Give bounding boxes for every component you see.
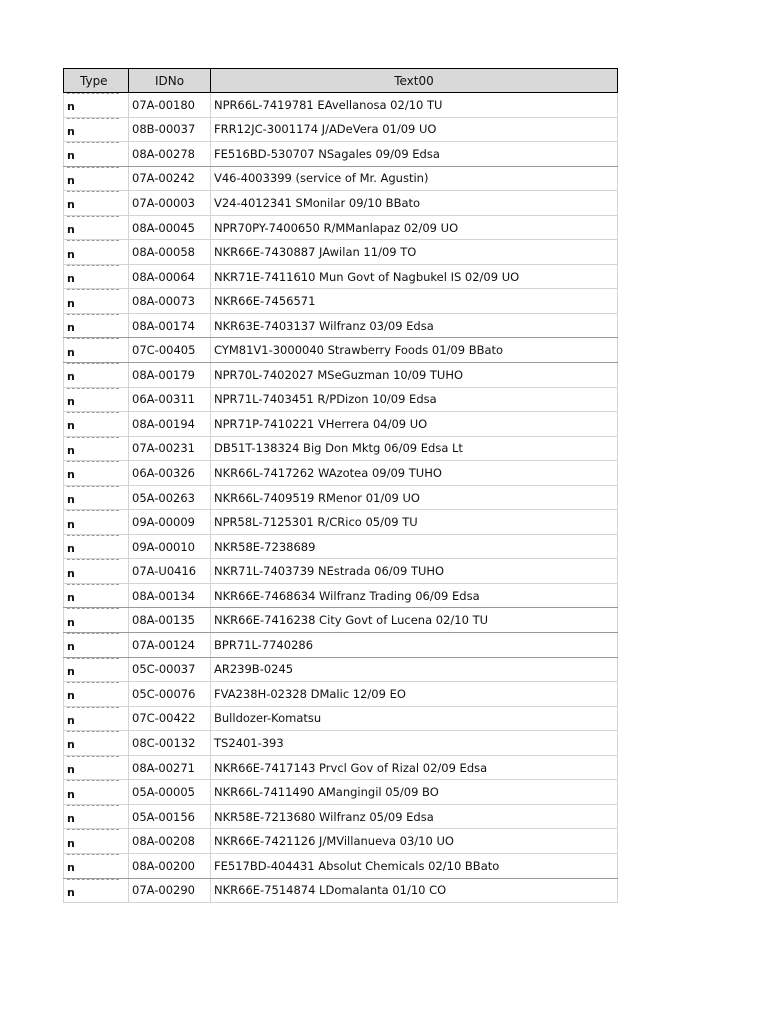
cell-text00[interactable]: NKR66E-7514874 LDomalanta 01/10 CO <box>211 878 618 903</box>
cell-idno[interactable]: 06A-00326 <box>129 461 211 486</box>
cell-type[interactable] <box>64 142 129 167</box>
cell-type[interactable] <box>64 191 129 216</box>
cell-type-value: n <box>67 173 75 187</box>
table-row <box>64 682 618 707</box>
cell-text00[interactable]: FVA238H-02328 DMalic 12/09 EO <box>211 682 618 707</box>
cell-idno[interactable]: 05C-00037 <box>129 657 211 682</box>
table-row <box>64 755 618 780</box>
cell-idno[interactable]: 08A-00200 <box>129 853 211 878</box>
cell-text00[interactable]: NKR58E-7213680 Wilfranz 05/09 Edsa <box>211 804 618 829</box>
cell-text00[interactable]: AR239B-0245 <box>211 657 618 682</box>
table-row <box>64 264 618 289</box>
table-row <box>64 853 618 878</box>
cell-type-value: n <box>67 370 75 384</box>
dashed-mark <box>67 510 119 514</box>
cell-idno[interactable]: 08B-00037 <box>129 117 211 142</box>
cell-type[interactable] <box>64 829 129 854</box>
cell-type-value: n <box>67 198 75 212</box>
column-header-text00: Text00 <box>211 69 618 93</box>
cell-idno[interactable]: 08A-00064 <box>129 264 211 289</box>
table-row <box>64 93 618 118</box>
cell-text00[interactable]: DB51T-138324 Big Don Mktg 06/09 Edsa Lt <box>211 436 618 461</box>
cell-idno[interactable]: 07A-00231 <box>129 436 211 461</box>
cell-text00[interactable]: NKR63E-7403137 Wilfranz 03/09 Edsa <box>211 313 618 338</box>
table-row <box>64 313 618 338</box>
table-row <box>64 117 618 142</box>
table-row <box>64 633 618 658</box>
cell-idno[interactable]: 06A-00311 <box>129 387 211 412</box>
cell-text00[interactable]: NKR66E-7416238 City Govt of Lucena 02/10 TU <box>211 608 618 633</box>
column-header-type: Type <box>64 69 129 93</box>
cell-idno[interactable]: 07A-00290 <box>129 878 211 903</box>
cell-type[interactable] <box>64 412 129 437</box>
table-row <box>64 240 618 265</box>
cell-text00[interactable]: NKR71E-7411610 Mun Govt of Nagbukel IS 02/09 UO <box>211 264 618 289</box>
cell-idno[interactable]: 08A-00174 <box>129 313 211 338</box>
dashed-mark <box>67 608 119 612</box>
cell-text00[interactable]: NPR70PY-7400650 R/MManlapaz 02/09 UO <box>211 215 618 240</box>
dashed-mark <box>67 118 119 122</box>
cell-type-value: n <box>67 443 75 457</box>
cell-idno[interactable]: 07A-00003 <box>129 191 211 216</box>
table-row <box>64 804 618 829</box>
dashed-mark <box>67 191 119 195</box>
dashed-mark <box>67 559 119 563</box>
cell-type[interactable] <box>64 633 129 658</box>
table-row <box>64 534 618 559</box>
cell-type-value: n <box>67 394 75 408</box>
cell-type[interactable] <box>64 93 129 118</box>
cell-text00[interactable]: NPR70L-7402027 MSeGuzman 10/09 TUHO <box>211 363 618 388</box>
cell-idno[interactable]: 07A-00124 <box>129 633 211 658</box>
table-row <box>64 731 618 756</box>
dashed-mark <box>67 265 119 269</box>
cell-type-value: n <box>67 223 75 236</box>
cell-idno[interactable]: 05A-00005 <box>129 780 211 805</box>
cell-idno[interactable]: 07A-00242 <box>129 166 211 191</box>
cell-type[interactable] <box>64 510 129 535</box>
cell-type-value: n <box>67 517 75 531</box>
cell-text00[interactable]: NKR58E-7238689 <box>211 534 618 559</box>
cell-idno[interactable]: 08A-00045 <box>129 215 211 240</box>
dashed-mark <box>67 780 119 784</box>
table-row <box>64 608 618 633</box>
table-body <box>64 93 618 903</box>
cell-type-value: n <box>67 591 75 605</box>
cell-type[interactable] <box>64 485 129 510</box>
cell-type[interactable] <box>64 804 129 829</box>
cell-type-value: n <box>67 640 75 654</box>
cell-type-value: n <box>67 566 75 580</box>
header-row <box>64 69 618 93</box>
column-header-idno: IDNo <box>129 69 211 93</box>
cell-text00[interactable]: Bulldozer-Komatsu <box>211 706 618 731</box>
cell-text00[interactable]: V24-4012341 SMonilar 09/10 BBato <box>211 191 618 216</box>
cell-type-value: n <box>67 296 75 310</box>
table-row <box>64 510 618 535</box>
cell-type[interactable] <box>64 289 129 314</box>
table-row <box>64 829 618 854</box>
cell-idno[interactable]: 08A-00179 <box>129 363 211 388</box>
dashed-mark <box>67 805 119 809</box>
cell-type-value: n <box>67 321 75 335</box>
cell-type[interactable] <box>64 534 129 559</box>
cell-type[interactable] <box>64 240 129 265</box>
cell-type-value: n <box>67 738 75 752</box>
cell-text00[interactable]: NKR66L-7409519 RMenor 01/09 UO <box>211 485 618 510</box>
cell-idno[interactable]: 08A-00058 <box>129 240 211 265</box>
table-row <box>64 559 618 584</box>
table-row <box>64 461 618 486</box>
cell-type[interactable] <box>64 264 129 289</box>
cell-type-value: n <box>67 419 75 433</box>
cell-text00[interactable]: NKR66E-7421126 J/MVillanueva 03/10 UO <box>211 829 618 854</box>
cell-type-value: n <box>67 272 75 286</box>
dashed-mark <box>67 756 119 760</box>
table-row <box>64 706 618 731</box>
cell-type-value: n <box>67 763 75 777</box>
cell-type-value: n <box>67 100 75 114</box>
dashed-mark <box>67 338 119 342</box>
cell-type-value: n <box>67 149 75 163</box>
dashed-mark <box>67 216 119 220</box>
cell-type[interactable] <box>64 608 129 633</box>
dashed-mark <box>67 584 119 588</box>
dashed-mark <box>67 486 119 490</box>
cell-type-value: n <box>67 713 75 727</box>
dashed-mark <box>67 731 119 735</box>
cell-type[interactable] <box>64 853 129 878</box>
dashed-mark <box>67 363 119 367</box>
cell-type[interactable] <box>64 461 129 486</box>
data-table <box>63 68 618 903</box>
table-row <box>64 878 618 903</box>
table-row <box>64 289 618 314</box>
cell-idno[interactable]: 07A-U0416 <box>129 559 211 584</box>
cell-idno[interactable]: 08A-00208 <box>129 829 211 854</box>
dashed-mark <box>67 707 119 711</box>
cell-idno[interactable]: 08A-00135 <box>129 608 211 633</box>
cell-idno[interactable]: 07C-00405 <box>129 338 211 363</box>
table-row <box>64 363 618 388</box>
table-row <box>64 191 618 216</box>
dashed-mark <box>67 240 119 244</box>
cell-idno[interactable]: 08A-00271 <box>129 755 211 780</box>
cell-type[interactable] <box>64 559 129 584</box>
cell-type-value: n <box>67 345 75 359</box>
dashed-mark <box>67 167 119 171</box>
cell-text00[interactable]: NPR71P-7410221 VHerrera 04/09 UO <box>211 412 618 437</box>
table-row <box>64 657 618 682</box>
dashed-mark <box>67 682 119 686</box>
cell-type-value: n <box>67 664 75 678</box>
dashed-mark <box>67 314 119 318</box>
cell-type-value: n <box>67 885 75 899</box>
cell-text00[interactable]: CYM81V1-3000040 Strawberry Foods 01/09 BBato <box>211 338 618 363</box>
cell-type-value: n <box>67 468 75 482</box>
cell-type[interactable] <box>64 755 129 780</box>
dashed-mark <box>67 142 119 146</box>
table-row <box>64 780 618 805</box>
dashed-mark <box>67 829 119 833</box>
cell-type-value: n <box>67 124 75 138</box>
dashed-mark <box>67 879 119 883</box>
cell-idno[interactable]: 05A-00263 <box>129 485 211 510</box>
cell-idno[interactable]: 07C-00422 <box>129 706 211 731</box>
cell-type-value: n <box>67 689 75 703</box>
cell-text00[interactable]: NPR71L-7403451 R/PDizon 10/09 Edsa <box>211 387 618 412</box>
cell-type[interactable] <box>64 313 129 338</box>
cell-type[interactable] <box>64 682 129 707</box>
cell-type[interactable] <box>64 731 129 756</box>
dashed-mark <box>67 437 119 441</box>
cell-idno[interactable]: 08C-00132 <box>129 731 211 756</box>
cell-text00[interactable]: FE517BD-404431 Absolut Chemicals 02/10 BBato <box>211 853 618 878</box>
cell-type-value: n <box>67 542 75 556</box>
cell-idno[interactable]: 05A-00156 <box>129 804 211 829</box>
cell-type-value: n <box>67 836 75 850</box>
cell-text00[interactable]: NKR66E-7430887 JAwilan 11/09 TO <box>211 240 618 265</box>
cell-type-value: n <box>67 787 75 801</box>
dashed-mark <box>67 289 119 293</box>
cell-type[interactable] <box>64 583 129 608</box>
cell-type[interactable] <box>64 387 129 412</box>
cell-idno[interactable]: 08A-00073 <box>129 289 211 314</box>
cell-text00[interactable]: NPR58L-7125301 R/CRico 05/09 TU <box>211 510 618 535</box>
cell-text00[interactable]: NKR66E-7417143 Prvcl Gov of Rizal 02/09 Edsa <box>211 755 618 780</box>
cell-type-value: n <box>67 615 75 629</box>
cell-text00[interactable]: FRR12JC-3001174 J/ADeVera 01/09 UO <box>211 117 618 142</box>
cell-text00[interactable]: NKR66L-7417262 WAzotea 09/09 TUHO <box>211 461 618 486</box>
dashed-mark <box>67 854 119 858</box>
dashed-mark <box>67 388 119 392</box>
cell-idno[interactable]: 09A-00010 <box>129 534 211 559</box>
cell-type[interactable] <box>64 166 129 191</box>
cell-type[interactable] <box>64 215 129 240</box>
cell-text00[interactable]: NKR66E-7468634 Wilfranz Trading 06/09 Edsa <box>211 583 618 608</box>
cell-idno[interactable]: 08A-00194 <box>129 412 211 437</box>
cell-text00[interactable]: NPR66L-7419781 EAvellanosa 02/10 TU <box>211 93 618 118</box>
table-row <box>64 387 618 412</box>
cell-idno[interactable]: 08A-00278 <box>129 142 211 167</box>
cell-idno[interactable]: 09A-00009 <box>129 510 211 535</box>
table-row <box>64 485 618 510</box>
dashed-mark <box>67 633 119 637</box>
table-row <box>64 583 618 608</box>
cell-text00[interactable]: NKR66L-7411490 AMangingil 05/09 BO <box>211 780 618 805</box>
table-row <box>64 142 618 167</box>
table-row <box>64 215 618 240</box>
cell-type[interactable] <box>64 878 129 903</box>
cell-text00[interactable]: NKR66E-7456571 <box>211 289 618 314</box>
cell-text00[interactable]: BPR71L-7740286 <box>211 633 618 658</box>
dashed-mark <box>67 535 119 539</box>
dashed-mark <box>67 461 119 465</box>
cell-type[interactable] <box>64 657 129 682</box>
cell-type[interactable] <box>64 436 129 461</box>
cell-type[interactable] <box>64 117 129 142</box>
dashed-mark <box>67 412 119 416</box>
dashed-mark <box>67 93 119 97</box>
cell-idno[interactable]: 07A-00180 <box>129 93 211 118</box>
cell-text00[interactable]: NKR71L-7403739 NEstrada 06/09 TUHO <box>211 559 618 584</box>
cell-type[interactable] <box>64 363 129 388</box>
cell-type-value: n <box>67 812 75 826</box>
cell-type-value: n <box>67 861 75 875</box>
cell-type[interactable] <box>64 780 129 805</box>
table-row <box>64 166 618 191</box>
cell-text00[interactable]: V46-4003399 (service of Mr. Agustin) <box>211 166 618 191</box>
cell-type[interactable] <box>64 706 129 731</box>
table-row <box>64 412 618 437</box>
cell-idno[interactable]: 08A-00134 <box>129 583 211 608</box>
cell-type[interactable] <box>64 338 129 363</box>
dashed-mark <box>67 658 119 662</box>
table-row <box>64 436 618 461</box>
cell-idno[interactable]: 05C-00076 <box>129 682 211 707</box>
cell-text00[interactable]: FE516BD-530707 NSagales 09/09 Edsa <box>211 142 618 167</box>
cell-type-value: n <box>67 247 75 261</box>
cell-type-value: n <box>67 493 75 507</box>
cell-text00[interactable]: TS2401-393 <box>211 731 618 756</box>
table-row <box>64 338 618 363</box>
